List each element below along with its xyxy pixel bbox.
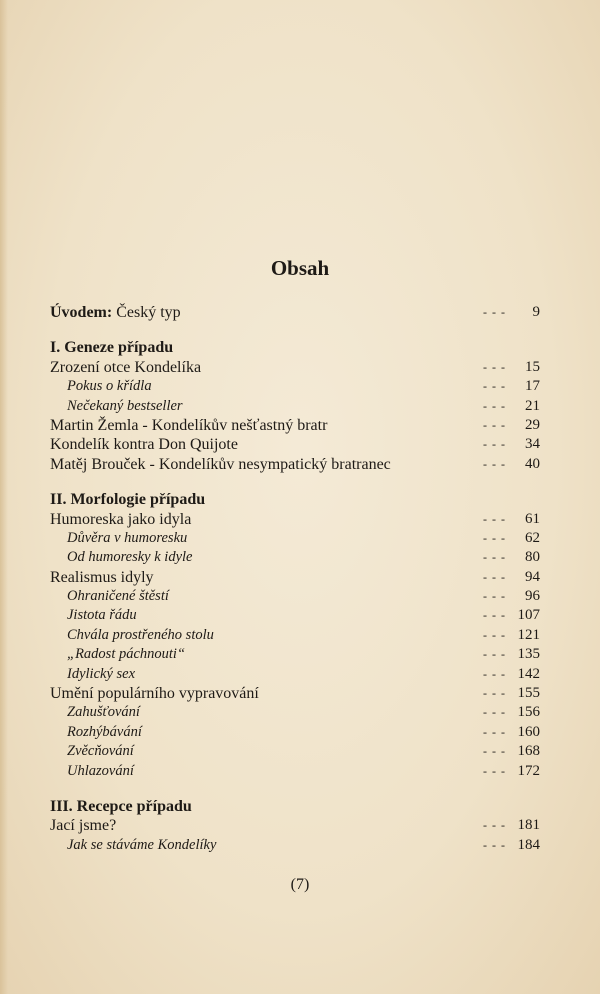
entry-title: Od humoresky k idyle — [67, 549, 193, 566]
page-number: 107 — [517, 607, 540, 624]
page-number: 155 — [517, 685, 540, 702]
leader-dots: - - - — [483, 359, 506, 374]
leader-dots: - - - — [483, 398, 506, 413]
entry-title: Umění populárního vypravování — [50, 685, 259, 703]
leader-dots: - - - — [483, 724, 506, 739]
page-number: 160 — [517, 723, 540, 740]
toc-entry — [50, 416, 540, 435]
toc-entry — [50, 684, 540, 703]
table-of-contents — [50, 303, 540, 855]
page-number: 80 — [525, 549, 540, 566]
toc-subentry — [50, 529, 540, 548]
toc-entry — [50, 510, 540, 529]
section-gap — [50, 322, 540, 338]
section-heading: II. Morfologie případu — [50, 491, 206, 509]
toc-subentry — [50, 723, 540, 742]
toc-entry — [50, 816, 540, 835]
leader-dots: - - - — [483, 379, 506, 394]
leader-dots: - - - — [483, 608, 506, 623]
page-edge-shadow — [0, 0, 8, 994]
page-number: 62 — [525, 529, 540, 546]
page-number: 135 — [517, 646, 540, 663]
entry-title: Realismus idyly — [50, 568, 154, 586]
section-heading: III. Recepce případu — [50, 797, 192, 815]
page-number: 94 — [525, 568, 540, 585]
leader-dots: - - - — [483, 763, 506, 778]
leader-dots: - - - — [483, 705, 506, 720]
page-number: 96 — [525, 588, 540, 605]
leader-dots: - - - — [483, 627, 506, 642]
entry-title: Uhlazování — [67, 762, 134, 779]
toc-entry — [50, 455, 540, 474]
leader-dots: - - - — [483, 589, 506, 604]
section-gap — [50, 474, 540, 490]
entry-title: Jak se stáváme Kondelíky — [67, 836, 217, 853]
leader-dots: - - - — [483, 569, 506, 584]
leader-dots: - - - — [483, 305, 506, 319]
toc-subentry — [50, 742, 540, 761]
page-number: 168 — [517, 743, 540, 760]
entry-title: Humoreska jako idyla — [50, 510, 192, 528]
entry-title: Jací jsme? — [50, 817, 117, 835]
toc-entry — [50, 358, 540, 377]
page-number: 142 — [517, 665, 540, 682]
page-title: Obsah — [270, 256, 330, 280]
toc-subentry — [50, 397, 540, 416]
leader-dots: - - - — [483, 530, 506, 545]
page-number: 184 — [517, 836, 540, 853]
page-number: 17 — [525, 378, 540, 395]
page-number: 29 — [525, 416, 540, 433]
leader-dots: - - - — [483, 417, 506, 432]
leader-dots: - - - — [483, 511, 506, 526]
entry-title: Ohraničené štěstí — [67, 588, 169, 605]
leader-dots: - - - — [483, 437, 506, 452]
entry-title: Zahušťování — [67, 704, 140, 721]
toc-subentry — [50, 377, 540, 396]
page-number: 181 — [517, 817, 540, 834]
entry-title: Martin Žemla - Kondelíkův nešťastný bratr — [50, 416, 328, 434]
entry-title: Matěj Brouček - Kondelíkův nesympatický bratranec — [50, 455, 391, 473]
toc-entry — [50, 568, 540, 587]
section-heading: I. Geneze případu — [50, 339, 174, 357]
intro-label: Český typ — [112, 304, 181, 321]
toc-subentry — [50, 548, 540, 567]
toc-subentry — [50, 626, 540, 645]
toc-subentry — [50, 836, 540, 855]
toc-entry-intro — [50, 303, 540, 322]
toc-subentry — [50, 703, 540, 722]
page-number: 172 — [517, 762, 540, 779]
leader-dots: - - - — [483, 647, 506, 662]
page-number: 121 — [517, 626, 540, 643]
toc-subentry — [50, 762, 540, 781]
leader-dots: - - - — [483, 686, 506, 701]
page-number: 61 — [525, 510, 540, 527]
page-number: 156 — [517, 704, 540, 721]
page-number: 15 — [525, 358, 540, 375]
leader-dots: - - - — [483, 550, 506, 565]
entry-title: Nečekaný bestseller — [67, 397, 183, 414]
section-gap — [50, 781, 540, 797]
toc-subentry — [50, 645, 540, 664]
page-number: 40 — [525, 455, 540, 472]
entry-title: Kondelík kontra Don Quijote — [50, 436, 238, 454]
leader-dots: - - - — [483, 666, 506, 681]
entry-title: Zrození otce Kondelíka — [50, 358, 202, 376]
entry-title: Jistota řádu — [67, 607, 137, 624]
toc-subentry — [50, 587, 540, 606]
toc-subentry — [50, 606, 540, 625]
entry-title: Zvěcňování — [67, 743, 134, 760]
leader-dots: - - - — [483, 818, 506, 833]
entry-title: Idylický sex — [67, 665, 136, 682]
leader-dots: - - - — [483, 744, 506, 759]
leader-dots: - - - — [483, 837, 506, 852]
toc-entry — [50, 435, 540, 454]
intro-label-bold: Úvodem: — [50, 304, 113, 321]
entry-title: Důvěra v humoresku — [67, 529, 188, 546]
leader-dots: - - - — [483, 456, 506, 471]
page-folio: (7) — [290, 876, 310, 893]
entry-title: Rozhýbávání — [67, 723, 142, 740]
page-number: 34 — [525, 436, 540, 453]
entry-title: Chvála prostřeného stolu — [67, 626, 214, 643]
entry-title: Pokus o křídla — [67, 378, 152, 395]
toc-subentry — [50, 665, 540, 684]
page-number: 21 — [525, 397, 540, 414]
entry-title: „Radost páchnouti“ — [67, 646, 186, 663]
page-number: 9 — [532, 304, 540, 320]
